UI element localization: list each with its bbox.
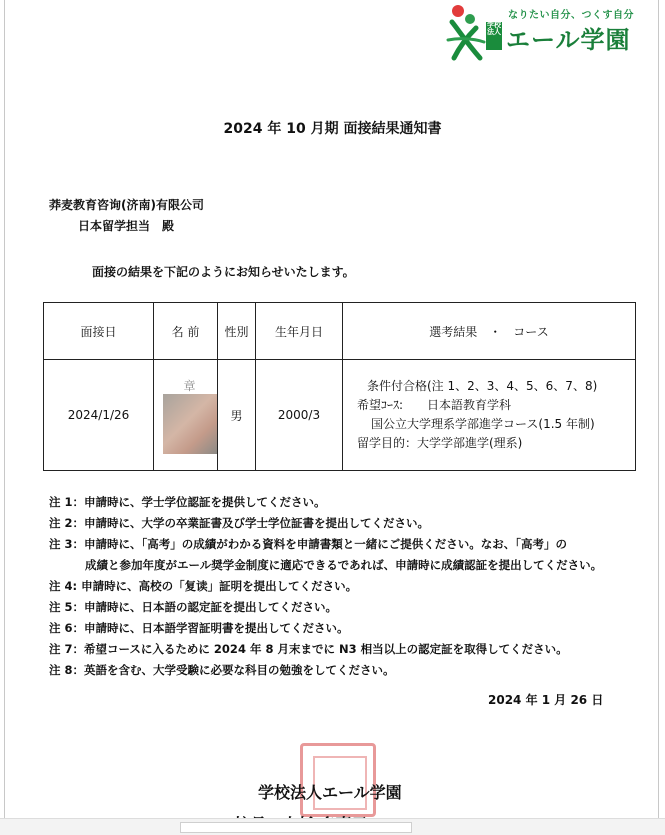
notes-list — [49, 492, 602, 681]
header-gender: 性別 — [218, 303, 256, 360]
note-2: 注 2：申請時に、大学の卒業証書及び学士学位証書を提出してください。 — [49, 516, 430, 530]
applicant-photo — [163, 394, 217, 454]
logo-name: エール学園 — [506, 26, 631, 54]
scrollbar-thumb[interactable] — [180, 822, 412, 833]
note-6: 注 6：申請時に、日本語学習証明書を提出してください。 — [49, 621, 349, 635]
logo-badge — [486, 22, 502, 50]
selection-line-1: 条件付合格(注 1、2、3、4、5、6、7、8) — [367, 379, 598, 393]
selection-line-3: 国公立大学理系学部進学コース(1.5 年制) — [371, 417, 595, 431]
header-selection-result: 選考結果 ・ コース — [343, 303, 636, 360]
note-3-continued: 成績と参加年度がエール奨学金制度に適応できるであれば、申請時に成績認証を提出してください。 — [85, 558, 603, 572]
cell-gender: 男 — [218, 360, 256, 471]
logo-figure-icon — [446, 2, 486, 60]
logo-tagline: なりたい自分、つくす自分 — [508, 10, 634, 21]
header-interview-date: 面接日 — [44, 303, 154, 360]
recipient-company: 莽麦教育咨询(济南)有限公司 — [49, 198, 204, 212]
cell-interview-date: 2024/1/26 — [44, 360, 154, 471]
note-5: 注 5：申請時に、日本語の認定証を提出してください。 — [49, 600, 338, 614]
school-name: 学校法人エール学園 — [258, 783, 402, 802]
selection-line-2: 希望ｺｰｽ: 日本語教育学科 — [357, 398, 512, 412]
header-birthdate: 生年月日 — [256, 303, 343, 360]
cell-name — [154, 360, 218, 471]
document-title: 2024 年 10 月期 面接結果通知書 — [223, 121, 442, 137]
logo-badge-line-2: 法人 — [487, 28, 501, 36]
school-logo — [446, 2, 646, 62]
note-1: 注 1：申請時に、学士学位認証を提供してください。 — [49, 495, 326, 509]
name-text: 章 — [183, 378, 196, 393]
table-row — [44, 360, 636, 471]
intro-text: 面接の結果を下記のようにお知らせいたします。 — [92, 265, 355, 279]
horizontal-scrollbar[interactable] — [0, 818, 665, 835]
selection-line-4: 留学目的：大学学部進学(理系) — [357, 436, 523, 450]
note-3: 注 3：申請時に、「高考」の成績がわかる資料を申請書類と一緒にご提供ください。なお、「高考」の — [49, 537, 567, 551]
header-name: 名 前 — [154, 303, 218, 360]
recipient-attention: 日本留学担当 殿 — [78, 219, 175, 233]
note-8: 注 8：英語を含む、大学受験に必要な科目の勉強をしてください。 — [49, 663, 395, 677]
cell-selection-result — [343, 360, 636, 471]
result-table — [43, 302, 636, 471]
note-7: 注 7：希望コースに入るために 2024 年 8 月末までに N3 相当以上の認定証を取得してください。 — [49, 642, 568, 656]
note-4: 注 4: 申請時に、高校の「复读」証明を提出してください。 — [49, 579, 358, 593]
logo-badge-line-1: 学校 — [487, 21, 501, 29]
table-header-row — [44, 303, 636, 360]
cell-birthdate: 2000/3 — [256, 360, 343, 471]
issue-date: 2024 年 1 月 26 日 — [488, 693, 604, 707]
